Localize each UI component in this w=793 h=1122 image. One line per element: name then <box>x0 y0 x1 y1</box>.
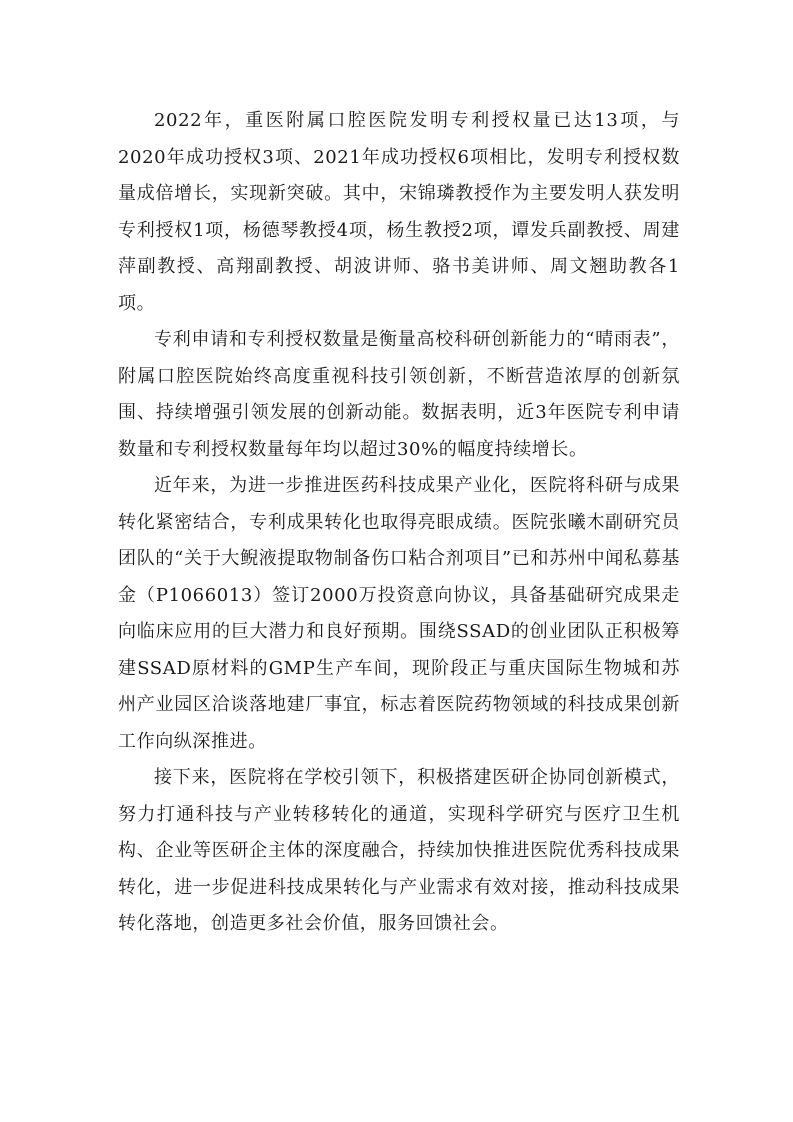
article-body <box>118 103 680 943</box>
paragraph-patent-grants: 2022年，重医附属口腔医院发明专利授权量已达13项，与2020年成功授权3项、2021年成功授权6项相比，发明专利授权数量成倍增长，实现新突破。其中，宋锦璘教授作为主要发明人获发明专利授权1项，杨德琴教授4项，杨生教授2项，谭发兵副教授、周建萍副教授、高翔副教授、胡波讲师、骆书美讲师、周文翘助教各1项。 <box>118 110 681 314</box>
paragraph-commercialization: 近年来，为进一步推进医药科技成果产业化，医院将科研与成果转化紧密结合，专利成果转化也取得亮眼成绩。医院张曦木副研究员团队的“关于大鲵液提取物制备伤口粘合剂项目”已和苏州中闻私募基金（P1066013）签订2000万投资意向协议，具备基础研究成果走向临床应用的巨大潜力和良好预期。围绕SSAD的创业团队正积极筹建SSAD原材料的GMP生产车间，现阶段正与重庆国际生物城和苏州产业园区洽谈落地建厂事宜，标志着医院药物领域的科技成果创新工作向纵深推进。 <box>118 475 680 752</box>
paragraph-innovation-barometer: 专利申请和专利授权数量是衡量高校科研创新能力的“晴雨表”，附属口腔医院始终高度重视科技引领创新，不断营造浓厚的创新氛围、持续增强引领发展的创新动能。数据表明，近3年医院专利申请数量和专利授权数量每年均以超过30%的幅度持续增长。 <box>118 329 680 460</box>
paragraph-future-plans: 接下来，医院将在学校引领下，积极搭建医研企协同创新模式，努力打通科技与产业转移转化的通道，实现科学研究与医疗卫生机构、企业等医研企主体的深度融合，持续加快推进医院优秀科技成果转化，进一步促进科技成果转化与产业需求有效对接，推动科技成果转化落地，创造更多社会价值，服务回馈社会。 <box>118 767 680 934</box>
